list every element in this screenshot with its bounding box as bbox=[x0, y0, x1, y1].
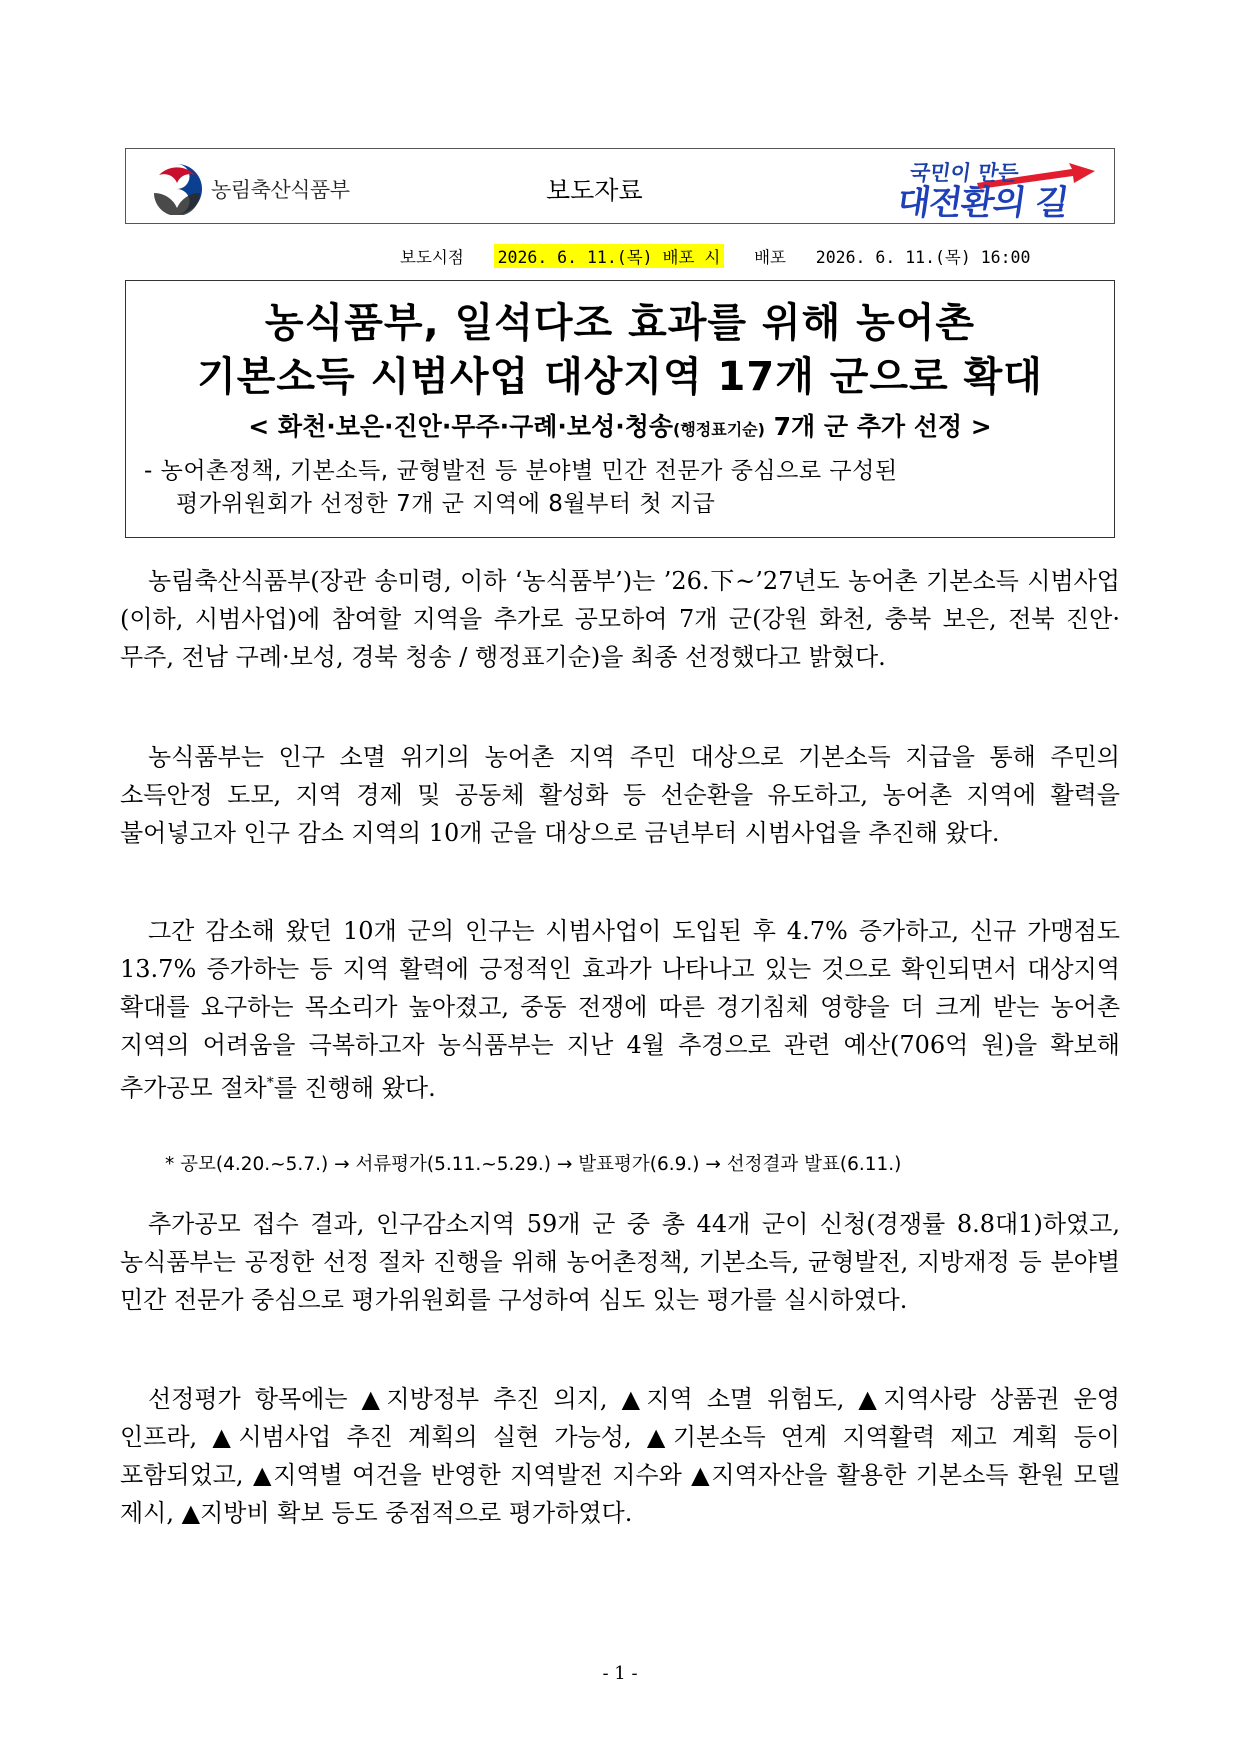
press-time-value: 2026. 6. 11.(목) 배포 시 bbox=[494, 244, 725, 268]
paragraph-text-tail: 를 진행해 왔다. bbox=[273, 1074, 436, 1102]
page-number: - 1 - bbox=[602, 1663, 638, 1684]
subtitle-note: (행정표기순) bbox=[673, 420, 765, 439]
paragraph-text: 추가공모 접수 결과, 인구감소지역 59개 군 중 총 44개 군이 신청(경쟁률 8.8대1)하였고, 농식품부는 공정한 선정 절차 진행을 위해 농어촌정책, 기본소득, 균형발전, 지방재정 등 분야별 민간 전문가 중심으로 평가위원회를 구성하여 심도 있는 평가를 실시하였다. bbox=[120, 1210, 1120, 1314]
paragraph-2 bbox=[120, 738, 1120, 852]
document-type: 보도자료 bbox=[546, 176, 643, 205]
paragraph-5 bbox=[120, 1380, 1120, 1532]
paragraph-3 bbox=[120, 912, 1120, 1107]
slogan-logo bbox=[892, 155, 1102, 223]
summary-line2: 평가위원회가 선정한 7개 군 지역에 8월부터 첫 지급 bbox=[176, 491, 716, 517]
slogan-line1: 국민이 만든 bbox=[908, 161, 1021, 185]
headline-line1: 농식품부, 일석다조 효과를 위해 농어촌 bbox=[264, 300, 976, 346]
paragraph-text: 농림축산식품부(장관 송미령, 이하 ‘농식품부’)는 ’26.下~’27년도 농어촌 기본소득 시범사업(이하, 시범사업)에 참여할 지역을 추가로 공모하여 7개 군(강원 화천, 충북 보은, 전북 진안·무주, 전남 구례·보성, 경북 청송 / 행정표기순)을 최종 선정했다고 밝혔다. bbox=[120, 567, 1120, 671]
press-time-label: 보도시점 bbox=[400, 248, 464, 267]
distribution-label: 배포 bbox=[754, 248, 786, 267]
release-info bbox=[400, 244, 1030, 268]
subtitle-suffix: 7개 군 추가 선정 > bbox=[764, 412, 992, 441]
press-header bbox=[125, 148, 1115, 224]
footnote: * 공모(4.20.~5.7.) → 서류평가(5.11.~5.29.) → 발표평가(6.9.) → 선정결과 발표(6.11.) bbox=[165, 1154, 902, 1175]
footnote-marker: * bbox=[266, 1075, 274, 1091]
summary bbox=[144, 455, 1099, 521]
distribution-value: 2026. 6. 11.(목) 16:00 bbox=[815, 248, 1031, 267]
subtitle bbox=[126, 407, 1114, 443]
paragraph-text: 선정평가 항목에는 ▲지방정부 추진 의지, ▲지역 소멸 위험도, ▲지역사랑 상품권 운영 인프라, ▲시범사업 추진 계획의 실현 가능성, ▲기본소득 연계 지역활력 제고 계획 등이 포함되었고, ▲지역별 여건을 반영한 지역발전 지수와 ▲지역자산을 활용한 기본소득 환원 모델 제시, ▲지방비 확보 등도 중점적으로 평가하였다. bbox=[120, 1385, 1120, 1527]
headline-line2: 기본소득 시범사업 대상지역 17개 군으로 확대 bbox=[197, 354, 1043, 400]
paragraph-text: 농식품부는 인구 소멸 위기의 농어촌 지역 주민 대상으로 기본소득 지급을 통해 주민의 소득안정 도모, 지역 경제 및 공동체 활성화 등 선순환을 유도하고, 농어촌 지역에 활력을 불어넣고자 인구 감소 지역의 10개 군을 대상으로 금년부터 시범사업을 추진해 왔다. bbox=[120, 743, 1120, 847]
paragraph-4 bbox=[120, 1205, 1120, 1319]
title-box bbox=[125, 280, 1115, 538]
paragraph-text: 그간 감소해 왔던 10개 군의 인구는 시범사업이 도입된 후 4.7% 증가하고, 신규 가맹점도 13.7% 증가하는 등 지역 활력에 긍정적인 효과가 나타나고 있는 것으로 확인되면서 대상지역 확대를 요구하는 목소리가 높아졌고, 중동 전쟁에 따른 경기침체 영향을 더 크게 받는 농어촌 지역의 어려움을 극복하고자 농식품부는 지난 4월 추경으로 관련 예산(706억 원)을 확보해 추가공모 절차 bbox=[120, 917, 1120, 1102]
taegeuk-icon bbox=[151, 163, 203, 215]
ministry-logo bbox=[151, 163, 350, 215]
slogan-line2: 대전환의 길 bbox=[894, 183, 1071, 223]
summary-line1: - 농어촌정책, 기본소득, 균형발전 등 분야별 민간 전문가 중심으로 구성된 bbox=[144, 458, 898, 484]
subtitle-prefix: < 화천·보은·진안·무주·구례·보성·청송 bbox=[248, 412, 674, 441]
paragraph-1 bbox=[120, 562, 1120, 676]
ministry-name: 농림축산식품부 bbox=[211, 178, 350, 202]
